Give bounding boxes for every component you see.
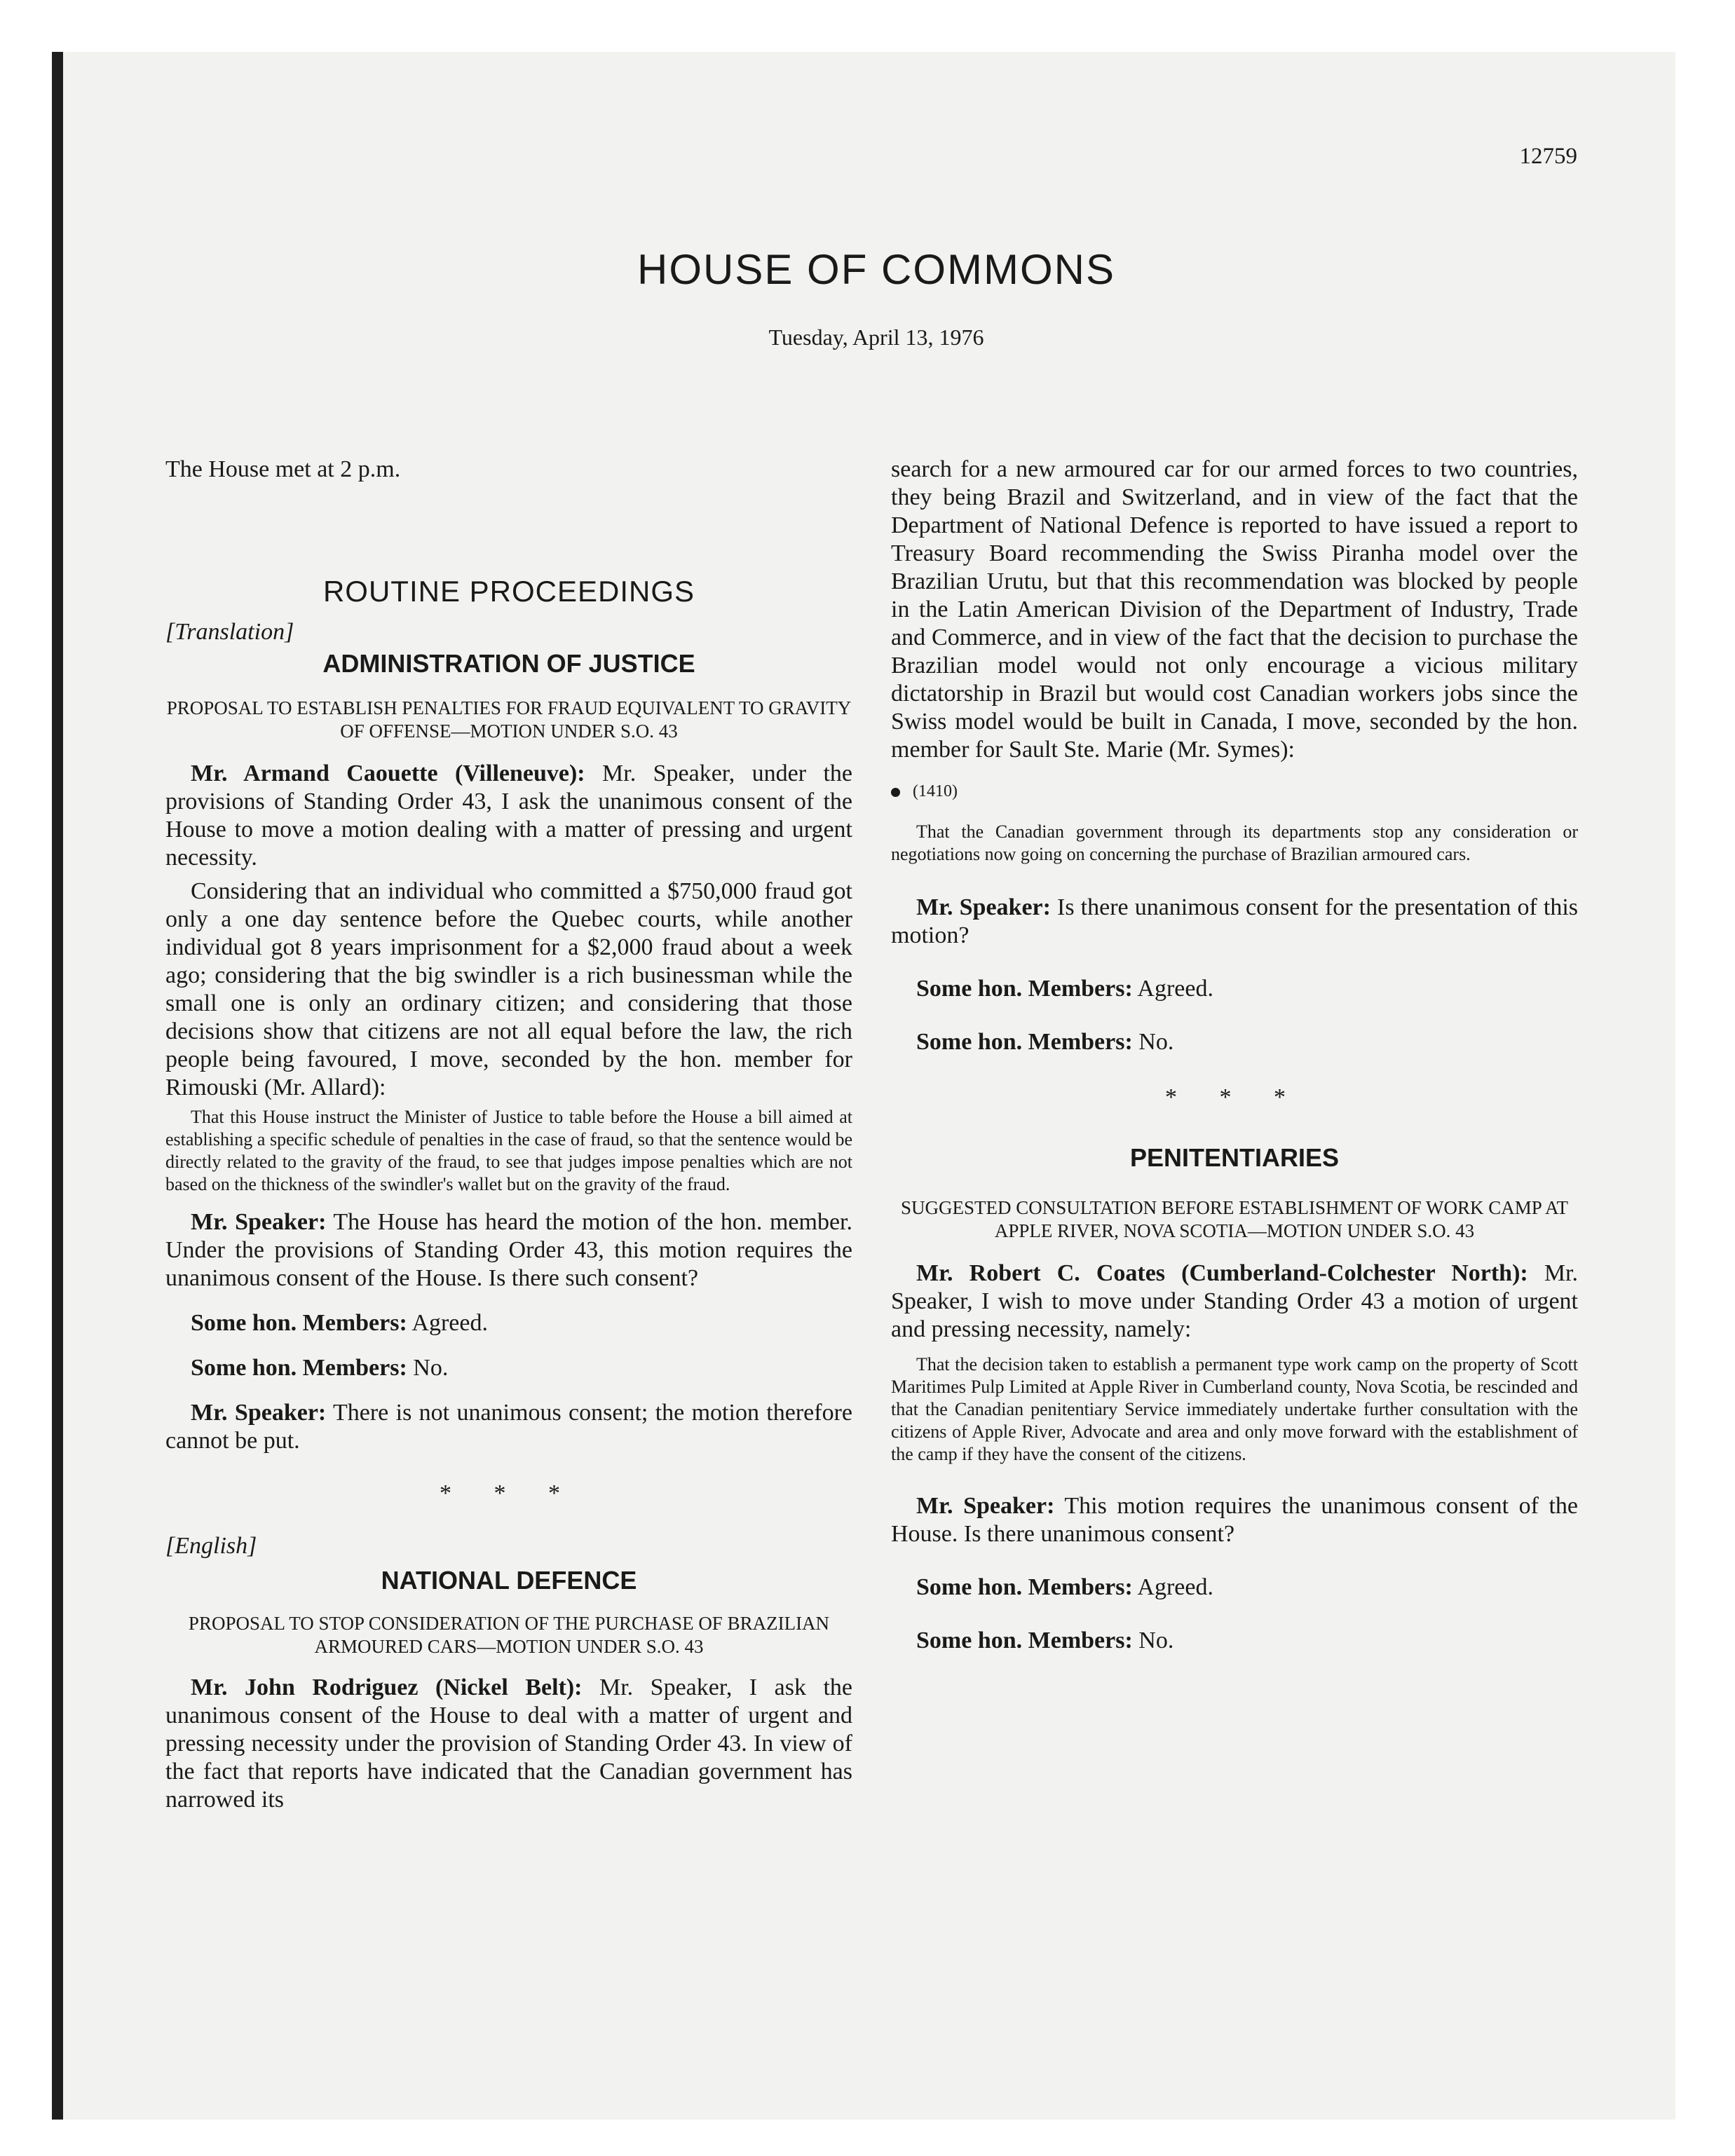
speaker-name: Some hon. Members: <box>191 1355 407 1381</box>
members-no <box>165 1354 852 1382</box>
motion-subject-work-camp: SUGGESTED CONSULTATION BEFORE ESTABLISHMENT OF WORK CAMP AT APPLE RIVER, NOVA SCOTIA—MOTION UNDER S.O. 43 <box>900 1197 1569 1241</box>
caouette-speech <box>165 760 852 872</box>
speaker-name: Mr. John Rodriguez (Nickel Belt): <box>191 1674 583 1700</box>
members-no <box>891 1028 1578 1056</box>
speaker-name: Mr. Armand Caouette (Villeneuve): <box>191 760 585 786</box>
speech-text: Agreed. <box>1132 976 1213 1002</box>
page-title: HOUSE OF COMMONS <box>637 246 1115 293</box>
subsection-heading-justice: ADMINISTRATION OF JUSTICE <box>322 649 695 678</box>
members-agreed <box>891 975 1578 1003</box>
section-separator: * * * <box>1165 1084 1304 1110</box>
speech-text: Agreed. <box>1132 1574 1213 1600</box>
speaker-name: Some hon. Members: <box>916 1029 1133 1055</box>
subsection-heading-defence: NATIONAL DEFENCE <box>381 1566 637 1595</box>
speech-text: Mr. Speaker, under the provisions of Standing Order 43, I ask the unanimous consent of the House to move a motion dealing with a matter of pressing and urgent necessity. <box>165 760 852 871</box>
left-column <box>165 456 852 1814</box>
sitting-date: Tuesday, April 13, 1976 <box>768 325 984 350</box>
translation-label: [Translation] <box>165 619 294 645</box>
right-column <box>891 456 1578 1655</box>
rodriguez-speech <box>165 1674 852 1814</box>
scan-page-edge <box>52 52 63 2120</box>
speech-text: Is there unanimous consent for the presentation of this motion? <box>891 894 1579 948</box>
motion-subject-armoured-cars: PROPOSAL TO STOP CONSIDERATION OF THE PURCHASE OF BRAZILIAN ARMOURED CARS—MOTION UNDER S.O. 43 <box>188 1613 830 1657</box>
speech-text: There is not unanimous consent; the motion therefore cannot be put. <box>165 1400 852 1454</box>
speech-text: Mr. Speaker, I ask the unanimous consent of the House to deal with a matter of urgent and pressing necessity under the provision of Standing Order 43. In view of the fact that reports have indicated that the Canadian government has narrowed its <box>165 1674 852 1813</box>
speech-text: This motion requires the unanimous consent of the House. Is there unanimous consent? <box>891 1493 1578 1547</box>
bullet-icon <box>891 788 900 797</box>
speech-text: The House has heard the motion of the hon. member. Under the provisions of Standing Order 43, this motion requires the unanimous consent of the House. Is there such consent? <box>165 1209 852 1291</box>
speaker-statement <box>165 1208 852 1292</box>
time-marker: (1410) <box>891 782 1578 801</box>
speaker-statement <box>891 1492 1578 1548</box>
english-label: [English] <box>165 1533 257 1559</box>
speaker-name: Mr. Speaker: <box>916 1493 1055 1519</box>
coates-speech <box>891 1260 1578 1344</box>
motion-armoured-cars-text: That the Canadian government through its departments stop any consideration or negotiations now going on concerning the purchase of Brazilian armoured cars. <box>891 821 1578 864</box>
speech-text: Agreed. <box>407 1310 488 1336</box>
opening-line: The House met at 2 p.m. <box>165 456 401 482</box>
motion-fraud-text: That this House instruct the Minister of Justice to table before the House a bill aimed at establishing a specific schedule of penalties in the case of fraud, so that the sentence would be directly related to the gravity of the fraud, to see that judges impose penalties which are not based on the thickness of the swindler's wallet but on the gravity of the fraud. <box>165 1107 852 1194</box>
speech-text: Mr. Speaker, I wish to move under Standing Order 43 a motion of urgent and pressing necessity, namely: <box>891 1260 1578 1342</box>
members-agreed <box>165 1309 852 1337</box>
motion-subject-fraud: PROPOSAL TO ESTABLISH PENALTIES FOR FRAUD EQUIVALENT TO GRAVITY OF OFFENSE—MOTION UNDER S.O. 43 <box>166 697 852 742</box>
speaker-name: Mr. Robert C. Coates (Cumberland-Colchester North): <box>916 1260 1528 1286</box>
members-agreed <box>891 1574 1578 1602</box>
speech-text: No. <box>1132 1029 1174 1055</box>
speaker-name: Some hon. Members: <box>916 1628 1133 1653</box>
speaker-name: Some hon. Members: <box>916 1574 1133 1600</box>
section-separator: * * * <box>440 1480 578 1506</box>
speaker-question <box>891 894 1578 950</box>
speech-text: No. <box>407 1355 449 1381</box>
speaker-name: Some hon. Members: <box>191 1310 407 1336</box>
rodriguez-speech-continued: search for a new armoured car for our armed forces to two countries, they being Brazil and Switzerland, and in view of the fact that the Department of National Defence is reported to have issued a report to Treasury Board recommending the Swiss Piranha model over the Brazilian Urutu, but that this recommendation was blocked by people in the Latin American Division of the Department of Industry, Trade and Commerce, and in view of the fact that the decision to purchase the Brazilian model would not only encourage a vicious military dictatorship in Brazil but would cost Canadian workers jobs since the Swiss model would be built in Canada, I move, seconded by the hon. member for Sault Ste. Marie (Mr. Symes): <box>891 456 1578 763</box>
subsection-heading-penitentiaries: PENITENTIARIES <box>1129 1143 1340 1172</box>
speaker-ruling <box>165 1399 852 1455</box>
speaker-name: Mr. Speaker: <box>916 894 1051 920</box>
section-heading-routine-proceedings: ROUTINE PROCEEDINGS <box>322 575 695 608</box>
considering-paragraph: Considering that an individual who committed a $750,000 fraud got only a one day sentence before the Quebec courts, while another individual got 8 years imprisonment for a $2,000 fraud about a week ago; considering that the big swindler is a rich businessman while the small one is only an ordinary citizen; and considering that those decisions show that citizens are not all equal before the law, the rich people being favoured, I move, seconded by the hon. member for Rimouski (Mr. Allard): <box>165 878 852 1100</box>
speaker-name: Some hon. Members: <box>916 976 1133 1002</box>
motion-work-camp-text: That the decision taken to establish a permanent type work camp on the property of Scott Maritimes Pulp Limited at Apple River in Cumberland county, Nova Scotia, be rescinded and that the Canadian penitentiary Service immediately undertake further consultation with the citizens of Apple River, Advocate and area and only move forward with the establishment of the camp if they have the consent of the citizens. <box>891 1354 1578 1464</box>
speech-text: No. <box>1132 1628 1174 1653</box>
speaker-name: Mr. Speaker: <box>191 1209 327 1235</box>
members-no <box>891 1627 1578 1655</box>
page-number: 12759 <box>1519 144 1577 169</box>
speaker-name: Mr. Speaker: <box>191 1400 327 1426</box>
